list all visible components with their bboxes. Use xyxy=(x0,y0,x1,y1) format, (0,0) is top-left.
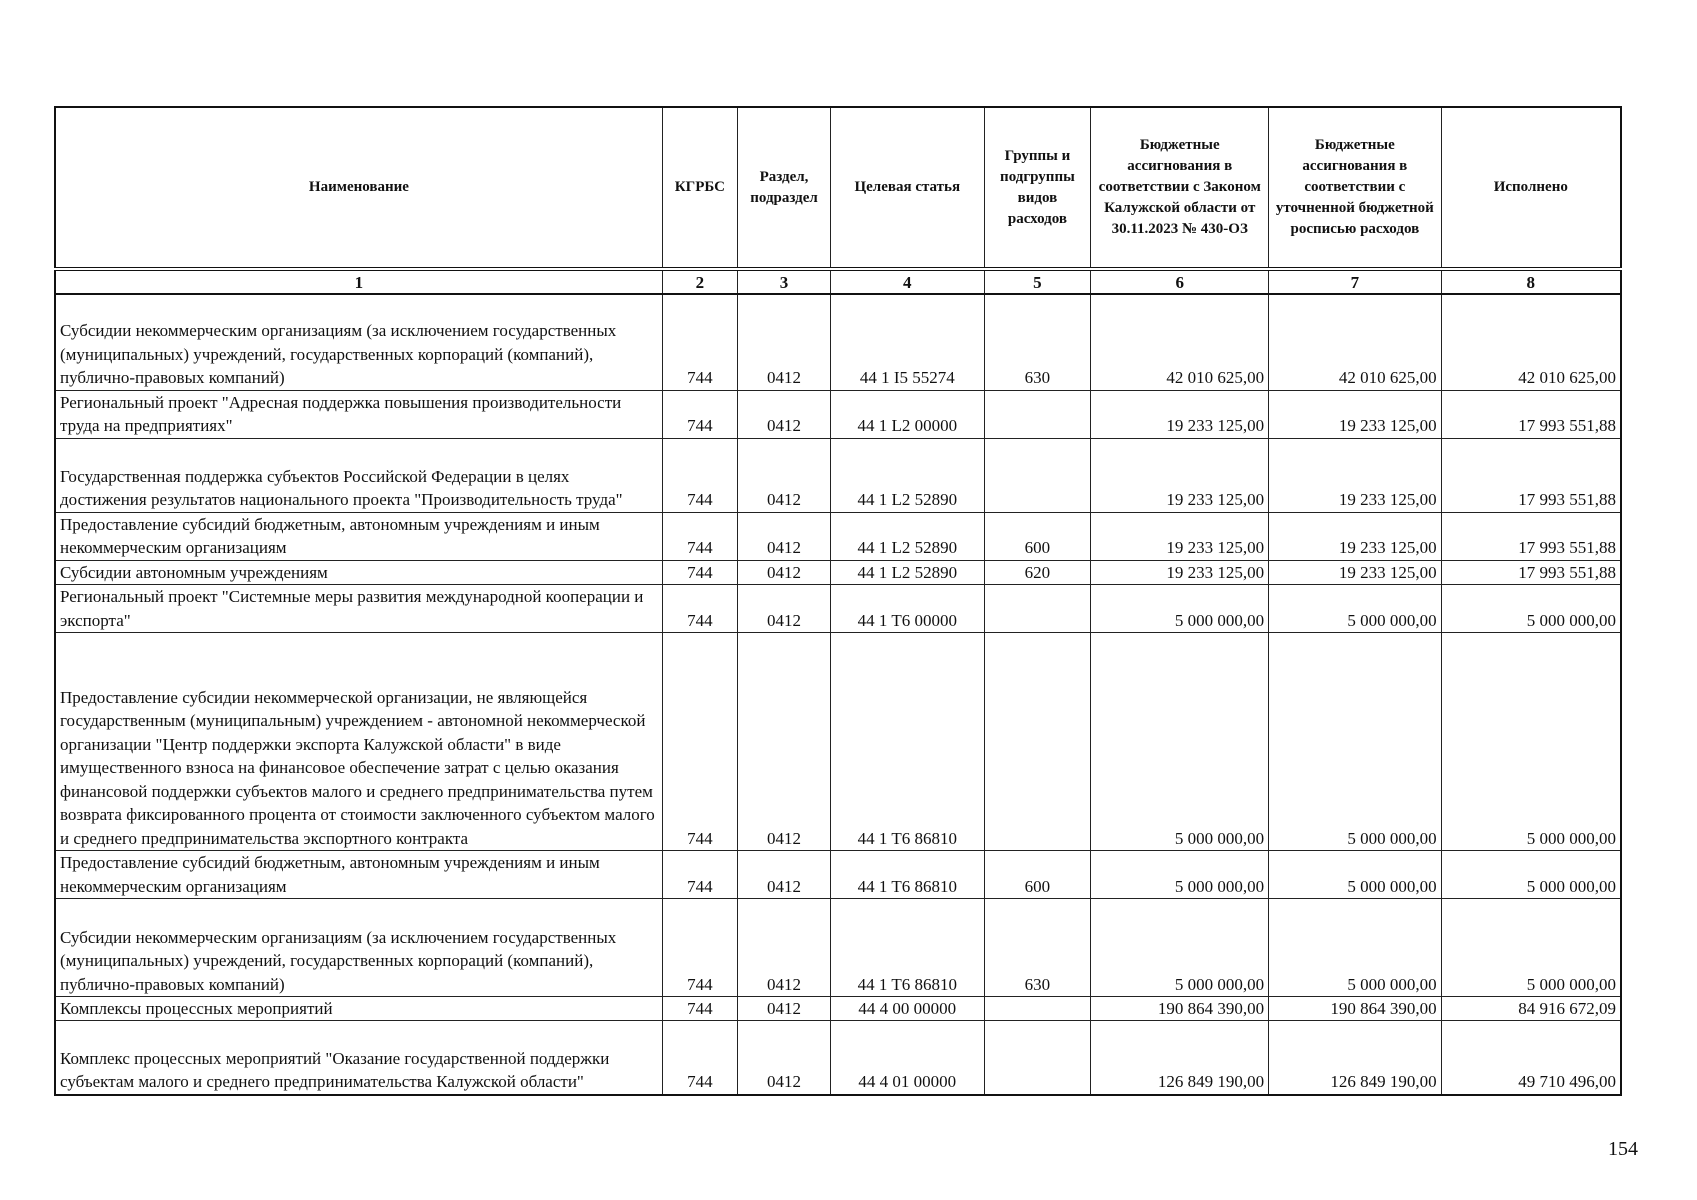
row-executed: 17 993 551,88 xyxy=(1441,560,1621,584)
table-row xyxy=(55,390,1621,438)
row-refined: 5 000 000,00 xyxy=(1269,850,1441,898)
row-name: Предоставление субсидий бюджетным, автономным учреждениям и иным некоммерческим организациям xyxy=(55,850,662,898)
row-kgrbs: 744 xyxy=(662,898,737,996)
row-executed: 42 010 625,00 xyxy=(1441,294,1621,390)
row-kgrbs: 744 xyxy=(662,294,737,390)
page-number: 154 xyxy=(1608,1138,1638,1160)
row-executed: 5 000 000,00 xyxy=(1441,584,1621,632)
row-law: 5 000 000,00 xyxy=(1091,898,1269,996)
row-law: 126 849 190,00 xyxy=(1091,1021,1269,1095)
row-refined: 19 233 125,00 xyxy=(1269,438,1441,512)
row-target: 44 1 T6 86810 xyxy=(831,632,984,850)
row-section: 0412 xyxy=(737,996,830,1020)
row-refined: 19 233 125,00 xyxy=(1269,512,1441,560)
row-target: 44 1 T6 86810 xyxy=(831,850,984,898)
row-section: 0412 xyxy=(737,294,830,390)
column-number: 8 xyxy=(1441,269,1621,294)
row-refined: 5 000 000,00 xyxy=(1269,584,1441,632)
row-group: 630 xyxy=(984,294,1091,390)
table-row xyxy=(55,294,1621,390)
row-refined: 190 864 390,00 xyxy=(1269,996,1441,1020)
header-groups: Группы и подгруппы видов расходов xyxy=(984,107,1091,269)
row-group: 600 xyxy=(984,850,1091,898)
header-name: Наименование xyxy=(55,107,662,269)
row-target: 44 1 L2 52890 xyxy=(831,438,984,512)
row-target: 44 4 00 00000 xyxy=(831,996,984,1020)
row-target: 44 1 L2 00000 xyxy=(831,390,984,438)
row-name: Субсидии автономным учреждениям xyxy=(55,560,662,584)
header-row xyxy=(55,107,1621,269)
row-kgrbs: 744 xyxy=(662,512,737,560)
table-row xyxy=(55,632,1621,850)
row-refined: 126 849 190,00 xyxy=(1269,1021,1441,1095)
row-executed: 17 993 551,88 xyxy=(1441,390,1621,438)
row-law: 5 000 000,00 xyxy=(1091,632,1269,850)
row-executed: 5 000 000,00 xyxy=(1441,632,1621,850)
row-refined: 5 000 000,00 xyxy=(1269,632,1441,850)
row-section: 0412 xyxy=(737,512,830,560)
row-group xyxy=(984,584,1091,632)
row-executed: 84 916 672,09 xyxy=(1441,996,1621,1020)
column-number: 7 xyxy=(1269,269,1441,294)
row-name: Субсидии некоммерческим организациям (за исключением государственных (муниципальных) учреждений, государственных корпораций (компаний), публично-правовых компаний) xyxy=(55,294,662,390)
row-group: 620 xyxy=(984,560,1091,584)
row-name: Комплексы процессных мероприятий xyxy=(55,996,662,1020)
row-group xyxy=(984,1021,1091,1095)
row-target: 44 1 L2 52890 xyxy=(831,560,984,584)
row-target: 44 4 01 00000 xyxy=(831,1021,984,1095)
row-target: 44 1 T6 00000 xyxy=(831,584,984,632)
row-section: 0412 xyxy=(737,632,830,850)
row-section: 0412 xyxy=(737,438,830,512)
row-kgrbs: 744 xyxy=(662,390,737,438)
row-law: 19 233 125,00 xyxy=(1091,560,1269,584)
row-refined: 19 233 125,00 xyxy=(1269,390,1441,438)
table-row xyxy=(55,996,1621,1020)
row-section: 0412 xyxy=(737,1021,830,1095)
table-row xyxy=(55,850,1621,898)
row-section: 0412 xyxy=(737,584,830,632)
row-law: 5 000 000,00 xyxy=(1091,850,1269,898)
row-executed: 5 000 000,00 xyxy=(1441,850,1621,898)
header-executed: Исполнено xyxy=(1441,107,1621,269)
table-row xyxy=(55,560,1621,584)
row-name: Предоставление субсидий бюджетным, автономным учреждениям и иным некоммерческим организациям xyxy=(55,512,662,560)
row-target: 44 1 L2 52890 xyxy=(831,512,984,560)
row-name: Предоставление субсидии некоммерческой организации, не являющейся государственным (муниципальным) учреждением - автономной некоммерческой организации "Центр поддержки экспорта Калужской области" в виде имущественного взноса на финансовое обеспечение затрат с целью оказания финансовой поддержки субъектов малого и среднего предпринимательства путем возврата фиксированного процента от стоимости заключенного субъектом малого и среднего предпринимательства экспортного контракта xyxy=(55,632,662,850)
row-kgrbs: 744 xyxy=(662,632,737,850)
table-row xyxy=(55,438,1621,512)
budget-table xyxy=(54,106,1622,1096)
row-section: 0412 xyxy=(737,390,830,438)
row-executed: 17 993 551,88 xyxy=(1441,512,1621,560)
row-name: Комплекс процессных мероприятий "Оказание государственной поддержки субъектам малого и среднего предпринимательства Калужской области" xyxy=(55,1021,662,1095)
row-kgrbs: 744 xyxy=(662,438,737,512)
header-kgrbs: КГРБС xyxy=(662,107,737,269)
table-row xyxy=(55,1021,1621,1095)
row-section: 0412 xyxy=(737,850,830,898)
row-name: Региональный проект "Системные меры развития международной кооперации и экспорта" xyxy=(55,584,662,632)
row-refined: 5 000 000,00 xyxy=(1269,898,1441,996)
row-section: 0412 xyxy=(737,560,830,584)
row-name: Государственная поддержка субъектов Российской Федерации в целях достижения результатов национального проекта "Производительность труда" xyxy=(55,438,662,512)
row-group: 600 xyxy=(984,512,1091,560)
row-refined: 42 010 625,00 xyxy=(1269,294,1441,390)
header-target: Целевая статья xyxy=(831,107,984,269)
row-kgrbs: 744 xyxy=(662,1021,737,1095)
row-law: 42 010 625,00 xyxy=(1091,294,1269,390)
column-number: 5 xyxy=(984,269,1091,294)
column-number: 4 xyxy=(831,269,984,294)
row-name: Субсидии некоммерческим организациям (за исключением государственных (муниципальных) учреждений, государственных корпораций (компаний), публично-правовых компаний) xyxy=(55,898,662,996)
row-executed: 17 993 551,88 xyxy=(1441,438,1621,512)
column-number: 6 xyxy=(1091,269,1269,294)
column-number: 1 xyxy=(55,269,662,294)
row-kgrbs: 744 xyxy=(662,560,737,584)
header-law-allocations: Бюджетные ассигнования в соответствии с Законом Калужской области от 30.11.2023 № 430-ОЗ xyxy=(1091,107,1269,269)
row-kgrbs: 744 xyxy=(662,996,737,1020)
row-target: 44 1 I5 55274 xyxy=(831,294,984,390)
header-section: Раздел, подраздел xyxy=(737,107,830,269)
header-refined-allocations: Бюджетные ассигнования в соответствии с уточненной бюджетной росписью расходов xyxy=(1269,107,1441,269)
table-row xyxy=(55,512,1621,560)
row-group xyxy=(984,996,1091,1020)
row-executed: 49 710 496,00 xyxy=(1441,1021,1621,1095)
row-kgrbs: 744 xyxy=(662,584,737,632)
row-group xyxy=(984,438,1091,512)
row-kgrbs: 744 xyxy=(662,850,737,898)
table-row xyxy=(55,898,1621,996)
column-number-row xyxy=(55,269,1621,294)
row-group xyxy=(984,390,1091,438)
table-row xyxy=(55,584,1621,632)
row-group xyxy=(984,632,1091,850)
row-law: 19 233 125,00 xyxy=(1091,390,1269,438)
row-law: 19 233 125,00 xyxy=(1091,438,1269,512)
row-name: Региональный проект "Адресная поддержка повышения производительности труда на предприятиях" xyxy=(55,390,662,438)
row-law: 190 864 390,00 xyxy=(1091,996,1269,1020)
row-group: 630 xyxy=(984,898,1091,996)
column-number: 2 xyxy=(662,269,737,294)
row-target: 44 1 T6 86810 xyxy=(831,898,984,996)
row-section: 0412 xyxy=(737,898,830,996)
row-executed: 5 000 000,00 xyxy=(1441,898,1621,996)
row-law: 5 000 000,00 xyxy=(1091,584,1269,632)
row-refined: 19 233 125,00 xyxy=(1269,560,1441,584)
row-law: 19 233 125,00 xyxy=(1091,512,1269,560)
column-number: 3 xyxy=(737,269,830,294)
